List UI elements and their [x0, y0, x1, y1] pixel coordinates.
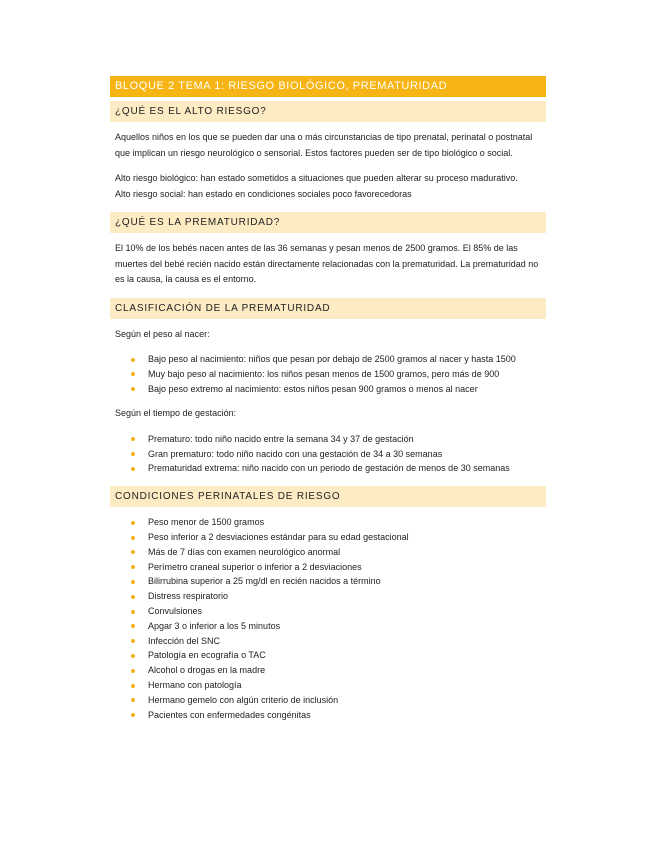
list-item: Gran prematuro: todo niño nacido con una gestación de 34 a 30 semanas — [131, 447, 546, 462]
paragraph-alto-riesgo-social: Alto riesgo social: han estado en condiciones sociales poco favorecedoras — [115, 188, 412, 199]
document-title: BLOQUE 2 TEMA 1: RIESGO BIOLÓGICO, PREMATURIDAD — [110, 76, 546, 97]
list-peso — [110, 352, 546, 396]
list-item: Pacientes con enfermedades congénitas — [131, 708, 546, 723]
list-item: Alcohol o drogas en la madre — [131, 663, 546, 678]
heading-condiciones-perinatales: CONDICIONES PERINATALES DE RIESGO — [110, 486, 546, 507]
list-condiciones — [110, 515, 546, 722]
list-item: Patología en ecografía o TAC — [131, 648, 546, 663]
list-item: Peso inferior a 2 desviaciones estándar para su edad gestacional — [131, 530, 546, 545]
label-segun-peso: Según el peso al nacer: — [115, 328, 210, 339]
list-item: Prematuridad extrema: niño nacido con un periodo de gestación de menos de 30 semanas — [131, 461, 546, 476]
list-item: Infección del SNC — [131, 634, 546, 649]
list-item: Bilirrubina superior a 25 mg/dl en recién nacidos a término — [131, 574, 546, 589]
heading-prematuridad: ¿QUÉ ES LA PREMATURIDAD? — [110, 212, 546, 233]
list-item: Hermano con patología — [131, 678, 546, 693]
paragraph-alto-riesgo-definicion: Aquellos niños en los que se pueden dar una o más circunstancias de tipo prenatal, perinatal o postnatal que implican un riesgo neurológico o sensorial. Estos factores pueden ser de tipo biológico o social. — [115, 132, 533, 158]
paragraph-alto-riesgo-biologico: Alto riesgo biológico: han estado sometidos a situaciones que pueden alterar su proceso madurativo. — [115, 173, 518, 183]
list-item: Convulsiones — [131, 604, 546, 619]
list-item: Muy bajo peso al nacimiento: los niños pesan menos de 1500 gramos, pero más de 900 — [131, 367, 546, 382]
document-content — [110, 76, 546, 722]
heading-clasificacion: CLASIFICACIÓN DE LA PREMATURIDAD — [110, 298, 546, 319]
list-item: Apgar 3 o inferior a los 5 minutos — [131, 619, 546, 634]
list-item: Más de 7 días con examen neurológico anormal — [131, 545, 546, 560]
list-item: Prematuro: todo niño nacido entre la semana 34 y 37 de gestación — [131, 432, 546, 447]
paragraph-prematuridad: El 10% de los bebés nacen antes de las 36 semanas y pesan menos de 2500 gramos. El 85% de las muertes del bebé recién nacido están directamente relacionadas con la prematuridad. La prematuridad no es la causa, la causa es el entorno. — [115, 243, 539, 284]
list-tiempo — [110, 432, 546, 476]
list-item: Distress respiratorio — [131, 589, 546, 604]
heading-alto-riesgo: ¿QUÉ ES EL ALTO RIESGO? — [110, 101, 546, 122]
list-item: Peso menor de 1500 gramos — [131, 515, 546, 530]
list-item: Perímetro craneal superior o inferior a 2 desviaciones — [131, 560, 546, 575]
list-item: Hermano gemelo con algún criterio de inclusión — [131, 693, 546, 708]
list-item: Bajo peso al nacimiento: niños que pesan por debajo de 2500 gramos al nacer y hasta 1500 — [131, 352, 546, 367]
list-item: Bajo peso extremo al nacimiento: estos niños pesan 900 gramos o menos al nacer — [131, 382, 546, 397]
label-segun-tiempo: Según el tiempo de gestación: — [115, 408, 237, 419]
